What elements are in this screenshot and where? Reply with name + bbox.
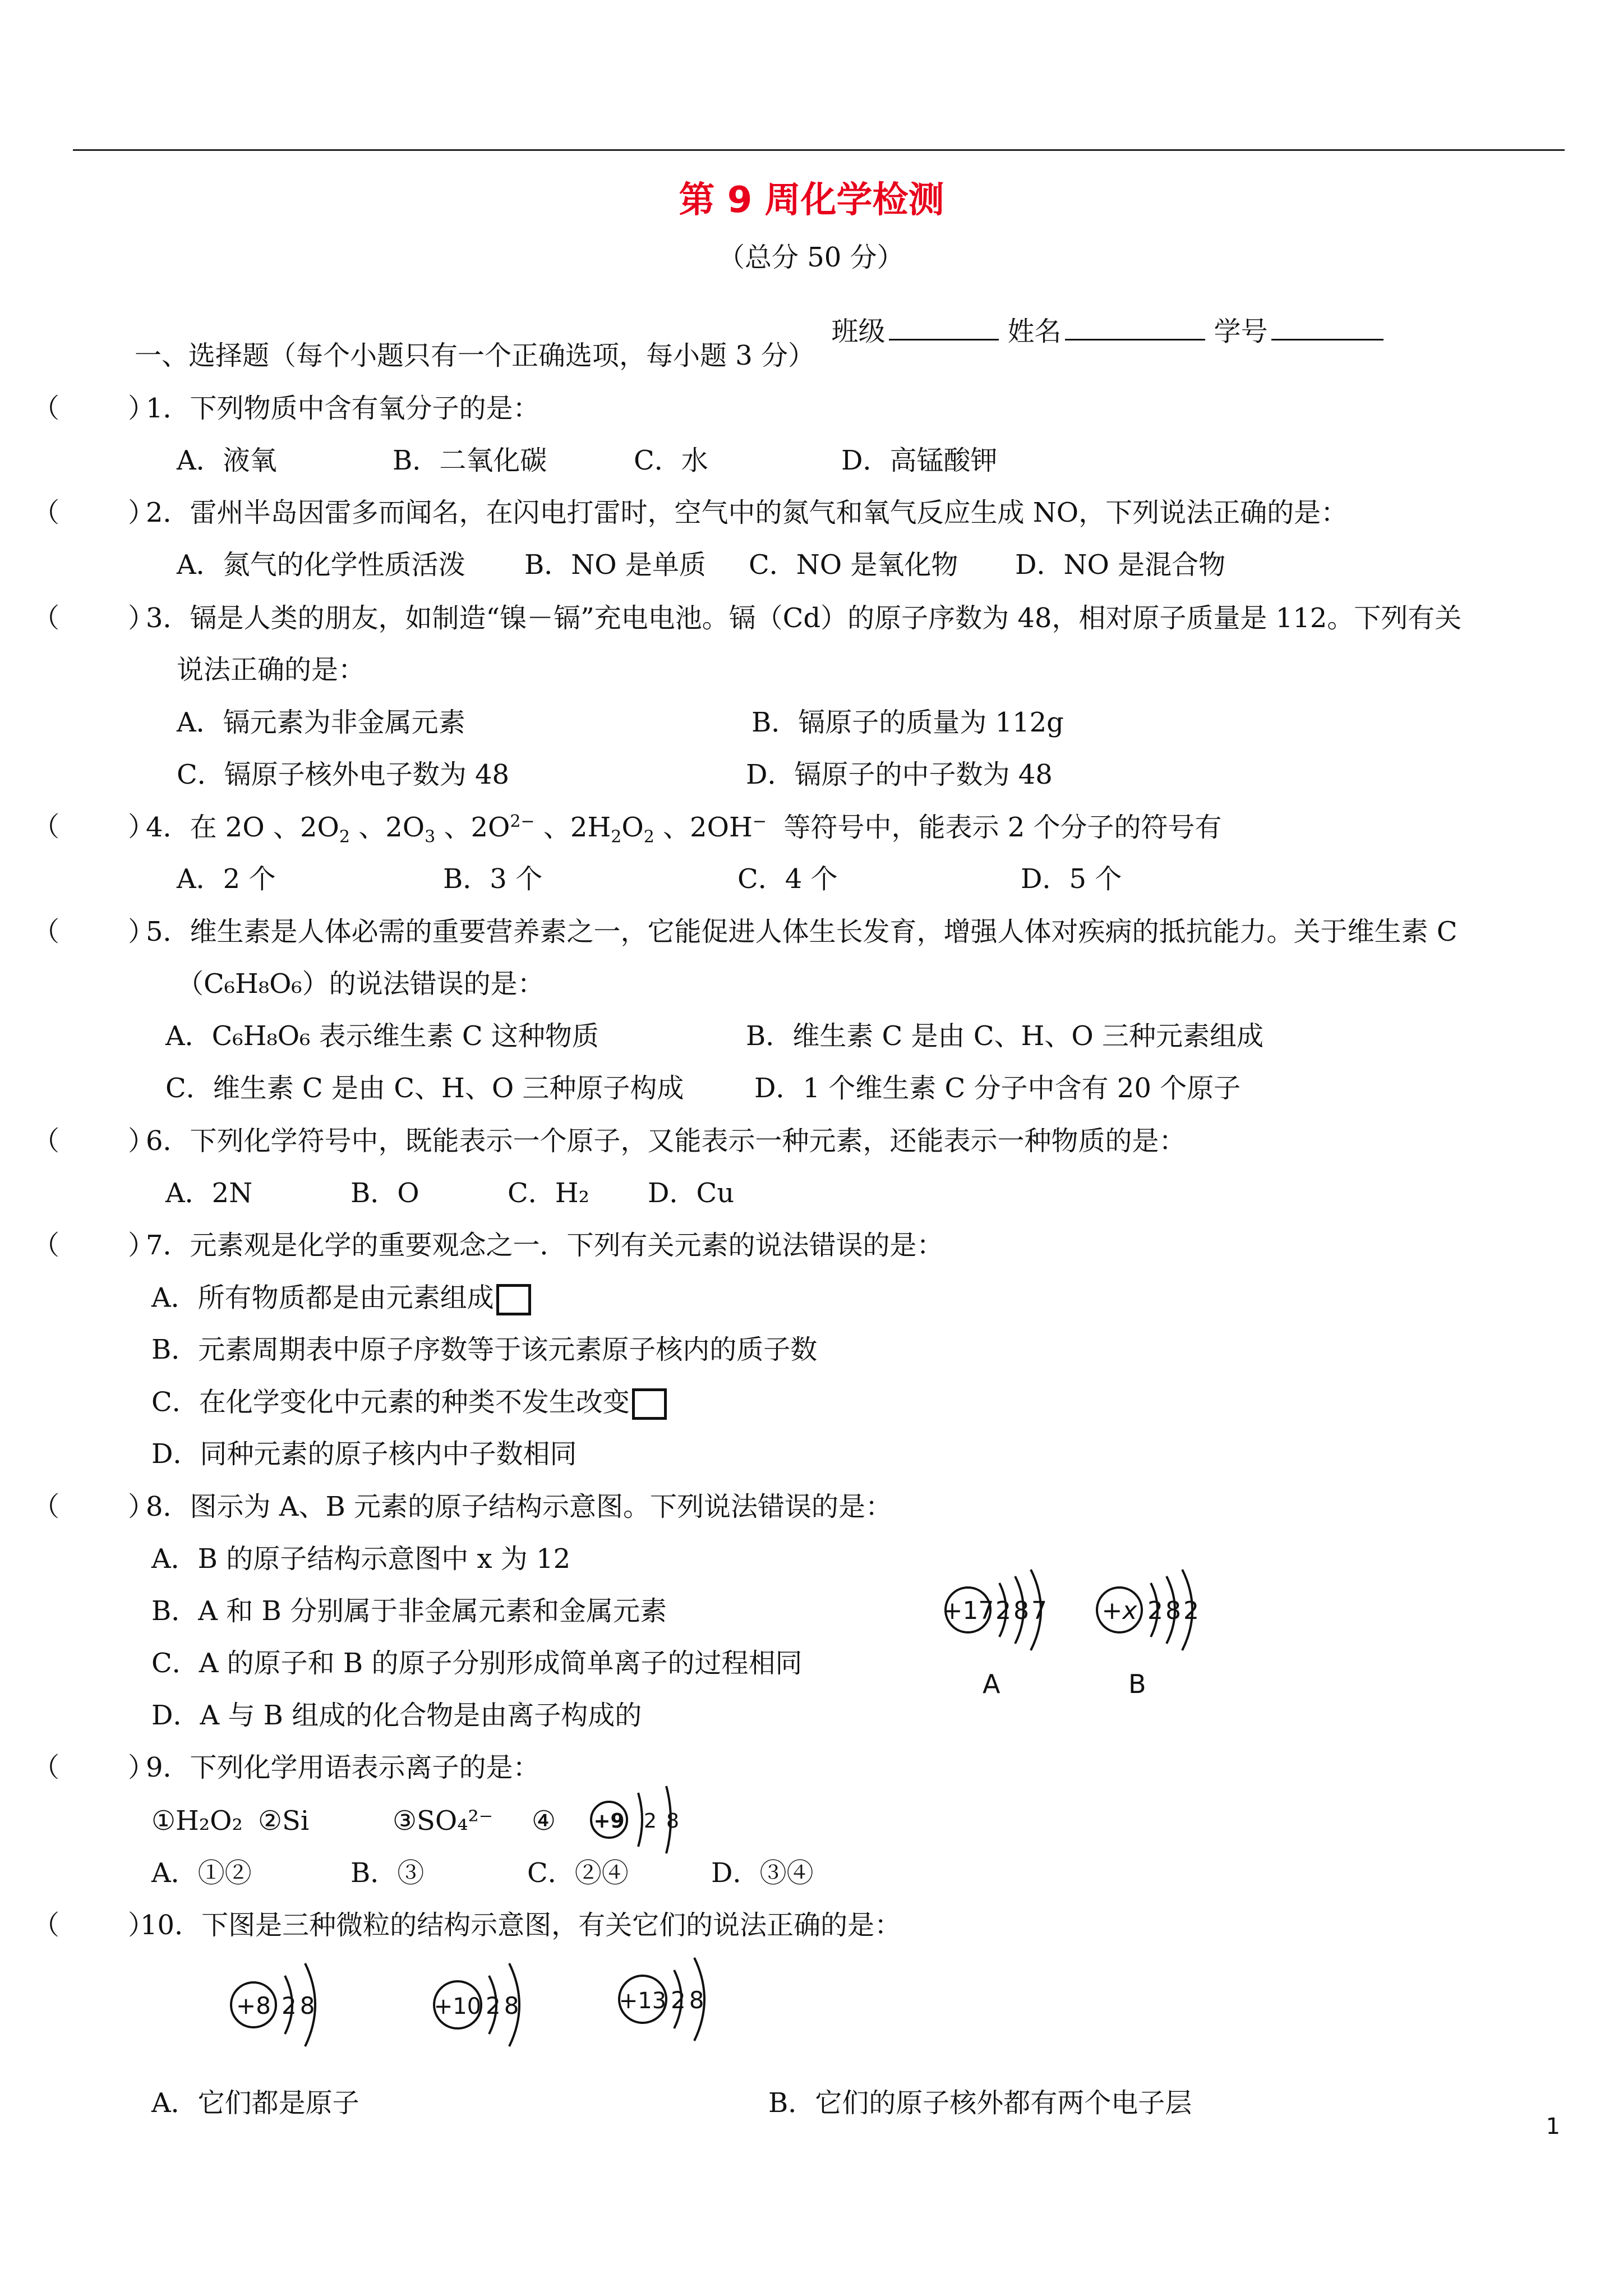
empty-box xyxy=(496,1284,531,1315)
answer-slot-q7[interactable]: （ ） xyxy=(33,1230,155,1261)
q9-choice-1: ①H₂O₂ xyxy=(151,1805,243,1837)
q3-option-d: D．镉原子的中子数为 48 xyxy=(746,759,1053,790)
answer-slot-q3[interactable]: （ ） xyxy=(33,602,155,634)
page-number: 1 xyxy=(1546,2114,1560,2139)
answer-slot-q9[interactable]: （ ） xyxy=(33,1752,155,1783)
q7-option-c-row xyxy=(151,1388,667,1420)
page-title: 第 9 周化学检测 xyxy=(679,180,944,221)
q10-option-a: A．它们都是原子 xyxy=(151,2087,359,2119)
class-label: 班级 xyxy=(831,316,886,347)
q1-stem: 1．下列物质中含有氧分子的是： xyxy=(146,393,540,424)
answer-slot-q2[interactable]: （ ） xyxy=(33,497,155,528)
diagram-label-a: A xyxy=(983,1669,1000,1699)
q7-option-c: C．在化学变化中元素的种类不发生改变 xyxy=(151,1386,630,1418)
q1-option-a: A．液氧 xyxy=(177,445,277,476)
q10-option-b: B．它们的原子核外都有两个电子层 xyxy=(768,2087,1192,2119)
q6-option-c: C．H₂ xyxy=(508,1177,589,1209)
q7-stem: 7．元素观是化学的重要观念之一．下列有关元素的说法错误的是： xyxy=(146,1230,944,1261)
q2-option-d: D．NO 是混合物 xyxy=(1015,549,1226,581)
q1-option-d: D．高锰酸钾 xyxy=(841,445,998,476)
section-heading: 一、选择题（每个小题只有一个正确选项，每小题 3 分） xyxy=(135,340,815,371)
nucleus-label: +x xyxy=(1101,1596,1137,1625)
q8-option-a: A．B 的原子结构示意图中 x 为 12 xyxy=(151,1543,571,1575)
q3-stem-cont: 说法正确的是： xyxy=(177,654,366,685)
nucleus-label: +10 xyxy=(434,1994,482,2019)
q7-option-a-row xyxy=(151,1284,531,1315)
answer-slot-q1[interactable]: （ ） xyxy=(33,393,155,424)
q5-option-b: B．维生素 C 是由 C、H、O 三种元素组成 xyxy=(746,1020,1264,1052)
electron-shells: 28 xyxy=(282,1992,319,2019)
q10-stem: 10．下图是三种微粒的结构示意图，有关它们的说法正确的是： xyxy=(140,1910,902,1941)
q9-choice-3: ③SO₄²⁻ xyxy=(393,1805,494,1837)
header-rule xyxy=(73,149,1565,151)
answer-slot-q5[interactable]: （ ） xyxy=(33,916,155,947)
q8-option-d: D．A 与 B 组成的化合物是由离子构成的 xyxy=(151,1700,642,1731)
q7-option-a: A．所有物质都是由元素组成 xyxy=(151,1282,494,1314)
q7-option-b: B．元素周期表中原子序数等于该元素原子核内的质子数 xyxy=(151,1334,818,1365)
q5-option-c: C．维生素 C 是由 C、H、O 三种原子构成 xyxy=(165,1073,684,1104)
q2-option-a: A．氮气的化学性质活泼 xyxy=(177,549,465,581)
q3-option-c: C．镉原子核外电子数为 48 xyxy=(177,759,510,790)
q8-option-b: B．A 和 B 分别属于非金属元素和金属元素 xyxy=(151,1595,667,1627)
answer-slot-q4[interactable]: （ ） xyxy=(33,811,155,843)
electron-shells: 287 xyxy=(995,1596,1049,1625)
electron-count: 8 xyxy=(666,1810,679,1833)
q3-option-b: B．镉原子的质量为 112g xyxy=(751,707,1064,738)
q9-option-a: A．①② xyxy=(151,1857,252,1889)
q4-option-a: A．2 个 xyxy=(177,863,276,895)
atom-diagram-q10-3 xyxy=(611,1941,735,2064)
nucleus-label: +13 xyxy=(619,1988,667,2014)
q8-option-c: C．A 的原子和 B 的原子分别形成简单离子的过程相同 xyxy=(151,1648,803,1679)
electron-shells: 282 xyxy=(1147,1596,1201,1625)
nucleus-label: +17 xyxy=(942,1596,994,1625)
q7-option-d: D．同种元素的原子核内中子数相同 xyxy=(151,1438,577,1470)
diagram-label-b: B xyxy=(1128,1669,1146,1699)
id-blank[interactable] xyxy=(1271,315,1384,341)
q6-option-b: B．O xyxy=(351,1177,419,1209)
atom-diagram-q10-1 xyxy=(224,1947,348,2070)
q6-stem: 6．下列化学符号中，既能表示一个原子，又能表示一种元素，还能表示一种物质的是： xyxy=(146,1125,1186,1157)
q4-option-c: C．4 个 xyxy=(737,863,838,895)
q5-option-d: D．1 个维生素 C 分子中含有 20 个原子 xyxy=(754,1073,1241,1104)
q4-stem: 4．在 2O 、$2O_2$ 、$2O_3$ 、$2O^{2-}$ 、$2H_2O_2$ 、2OH− 等符号中，能表示 2 个分子的符号有 xyxy=(146,812,1222,847)
q9-option-b: B．③ xyxy=(351,1857,425,1889)
q9-option-d: D．③④ xyxy=(711,1857,814,1889)
q2-option-b: B．NO 是单质 xyxy=(524,549,706,581)
q2-option-c: C．NO 是氧化物 xyxy=(749,549,958,581)
q6-option-d: D．Cu xyxy=(648,1177,735,1209)
q9-stem: 9．下列化学用语表示离子的是： xyxy=(146,1752,540,1783)
electron-shells: 28 xyxy=(671,1986,708,2014)
q4-option-d: D．5 个 xyxy=(1021,863,1122,895)
q2-stem: 2．雷州半岛因雷多而闻名，在闪电打雷时，空气中的氮气和氧气反应生成 NO，下列说法正确的是： xyxy=(146,497,1348,528)
id-label: 学号 xyxy=(1214,316,1268,347)
name-label: 姓名 xyxy=(1007,316,1062,347)
student-info xyxy=(814,288,1393,345)
answer-slot-q8[interactable]: （ ） xyxy=(33,1491,155,1522)
q5-stem-cont: （C₆H₈O₆）的说法错误的是： xyxy=(177,968,545,1000)
q1-option-c: C．水 xyxy=(634,445,708,476)
q9-choice-2: ②Si xyxy=(258,1805,310,1837)
q3-option-a: A．镉元素为非金属元素 xyxy=(177,707,465,738)
q9-choice-4: ④ xyxy=(532,1805,556,1837)
answer-slot-q6[interactable]: （ ） xyxy=(33,1125,155,1157)
nucleus-label: +9 xyxy=(593,1810,625,1833)
answer-slot-q10[interactable]: （ ） xyxy=(33,1910,155,1941)
total-score: （总分 50 分） xyxy=(718,242,904,273)
electron-count: 2 xyxy=(644,1810,657,1833)
atom-diagram-q9 xyxy=(583,1773,695,1851)
q8-stem: 8．图示为 A、B 元素的原子结构示意图。下列说法错误的是： xyxy=(146,1491,892,1522)
atom-diagram-q10-2 xyxy=(426,1947,550,2070)
q6-option-a: A．2N xyxy=(165,1177,253,1209)
q9-option-c: C．②④ xyxy=(527,1857,629,1889)
q1-option-b: B．二氧化碳 xyxy=(393,445,547,476)
name-blank[interactable] xyxy=(1065,315,1205,341)
q5-option-a: A．C₆H₈O₆ 表示维生素 C 这种物质 xyxy=(165,1020,599,1052)
q4-option-b: B．3 个 xyxy=(443,863,543,895)
class-blank[interactable] xyxy=(889,315,999,341)
empty-box xyxy=(632,1388,667,1420)
nucleus-label: +8 xyxy=(236,1992,271,2019)
q5-stem: 5．维生素是人体必需的重要营养素之一，它能促进人体生长发育，增强人体对疾病的抵抗能力。关于维生素 C xyxy=(146,916,1458,947)
electron-shells: 28 xyxy=(486,1992,523,2019)
q3-stem: 3．镉是人类的朋友，如制造“镍－镉”充电电池。镉（Cd）的原子序数为 48，相对原子质量是 112。下列有关 xyxy=(146,602,1462,634)
atom-diagram-b xyxy=(1088,1554,1256,1711)
